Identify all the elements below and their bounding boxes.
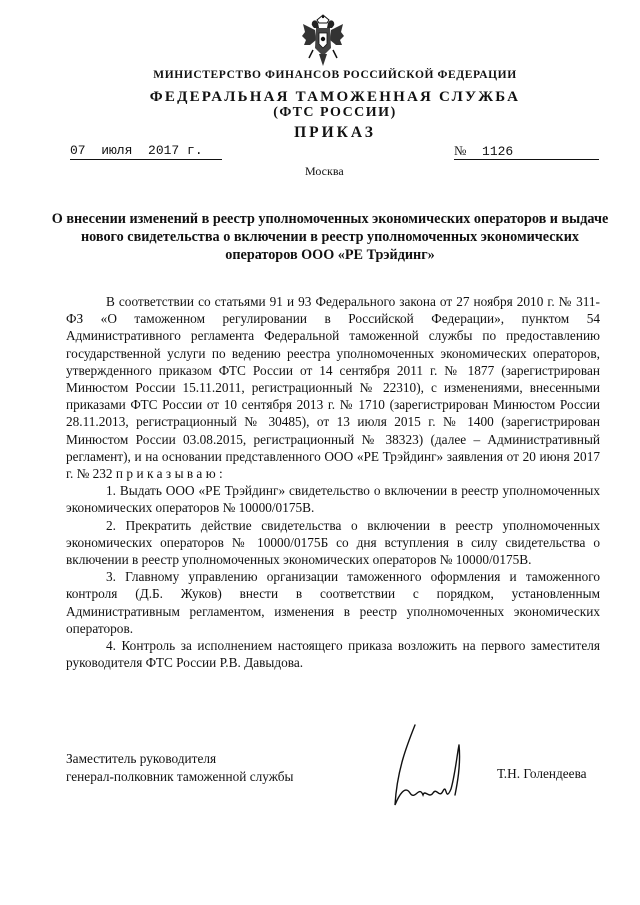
item-2: 2. Прекратить действие свидетельства о включении в реестр уполномоченных экономических операторов № 10000/0175Б со дня вступления в силу свидетельства о включении в реестр уполномоченных экономических операторов № 10000/0175В. — [66, 517, 600, 568]
order-date: 07 июля 2017 г. — [70, 143, 222, 160]
order-number-line — [454, 143, 599, 160]
item-4: 4. Контроль за исполнением настоящего приказа возложить на первого заместителя руководителя ФТС России Р.В. Давыдова. — [66, 638, 600, 671]
intro-paragraph — [66, 293, 600, 482]
intro-text: В соответствии со статьями 91 и 93 Федерального закона от 27 ноября 2010 г. № 311-ФЗ «О таможенном регулировании в Российской Федерации», пунктом 54 Административного регламента Федеральной таможенной службы по предоставлению государственной услуги по ведению реестра уполномоченных экономических операторов, утвержденного приказом ФТС России от 14 сентября 2011 г. № 1877 (зарегистрирован Минюстом России 15.11.2011, регистрационный № 22310), с изменениями, внесенными приказами ФТС России от 10 сентября 2013 г. № 1710 (зарегистрирован Минюстом России 28.11.2013, регистрационный № 30485), от 13 июля 2015 г. № 1400 (зарегистрирован Минюстом России 03.08.2015, регистрационный № 38323) (далее – Административный регламент), и на основании представленного ООО «РЕ Трэйдинг» заявления от 20 июня 2017 г. № 232 — [66, 294, 600, 482]
signatory-position — [66, 750, 293, 785]
service-name: ФЕДЕРАЛЬНАЯ ТАМОЖЕННАЯ СЛУЖБА — [149, 89, 521, 105]
handwritten-signature — [385, 715, 495, 815]
order-word: приказываю: — [115, 466, 227, 482]
position-line-1: Заместитель руководителя — [66, 751, 217, 766]
ministry-name: МИНИСТЕРСТВО ФИНАНСОВ РОССИЙСКОЙ ФЕДЕРАЦИИ — [153, 69, 517, 81]
number-sign: № — [454, 143, 467, 158]
document-type: ПРИКАЗ — [294, 124, 376, 141]
signatory-name: Т.Н. Голендеева — [497, 766, 587, 781]
city: Москва — [305, 164, 344, 178]
position-line-2: генерал-полковник таможенной службы — [66, 768, 294, 784]
order-body — [66, 293, 600, 671]
item-1: 1. Выдать ООО «РЕ Трэйдинг» свидетельство о включении в реестр уполномоченных экономических операторов № 10000/0175В. — [66, 483, 600, 516]
order-number: 1126 — [482, 144, 514, 159]
service-short-name: (ФТС РОССИИ) — [273, 105, 397, 120]
item-3: 3. Главному управлению организации таможенного оформления и таможенного контроля (Д.Б. Жуков) внести в соответствии с порядком, установленным Административным регламентом, изменения в реестр уполномоченных экономических операторов. — [66, 569, 600, 636]
order-title: О внесении изменений в реестр уполномоченных экономических операторов и выдаче нового свидетельства о включении в реестр уполномоченных экономических операторов ООО «РЕ Трэйдинг» — [51, 211, 609, 263]
coat-of-arms-emblem-icon — [301, 14, 345, 68]
